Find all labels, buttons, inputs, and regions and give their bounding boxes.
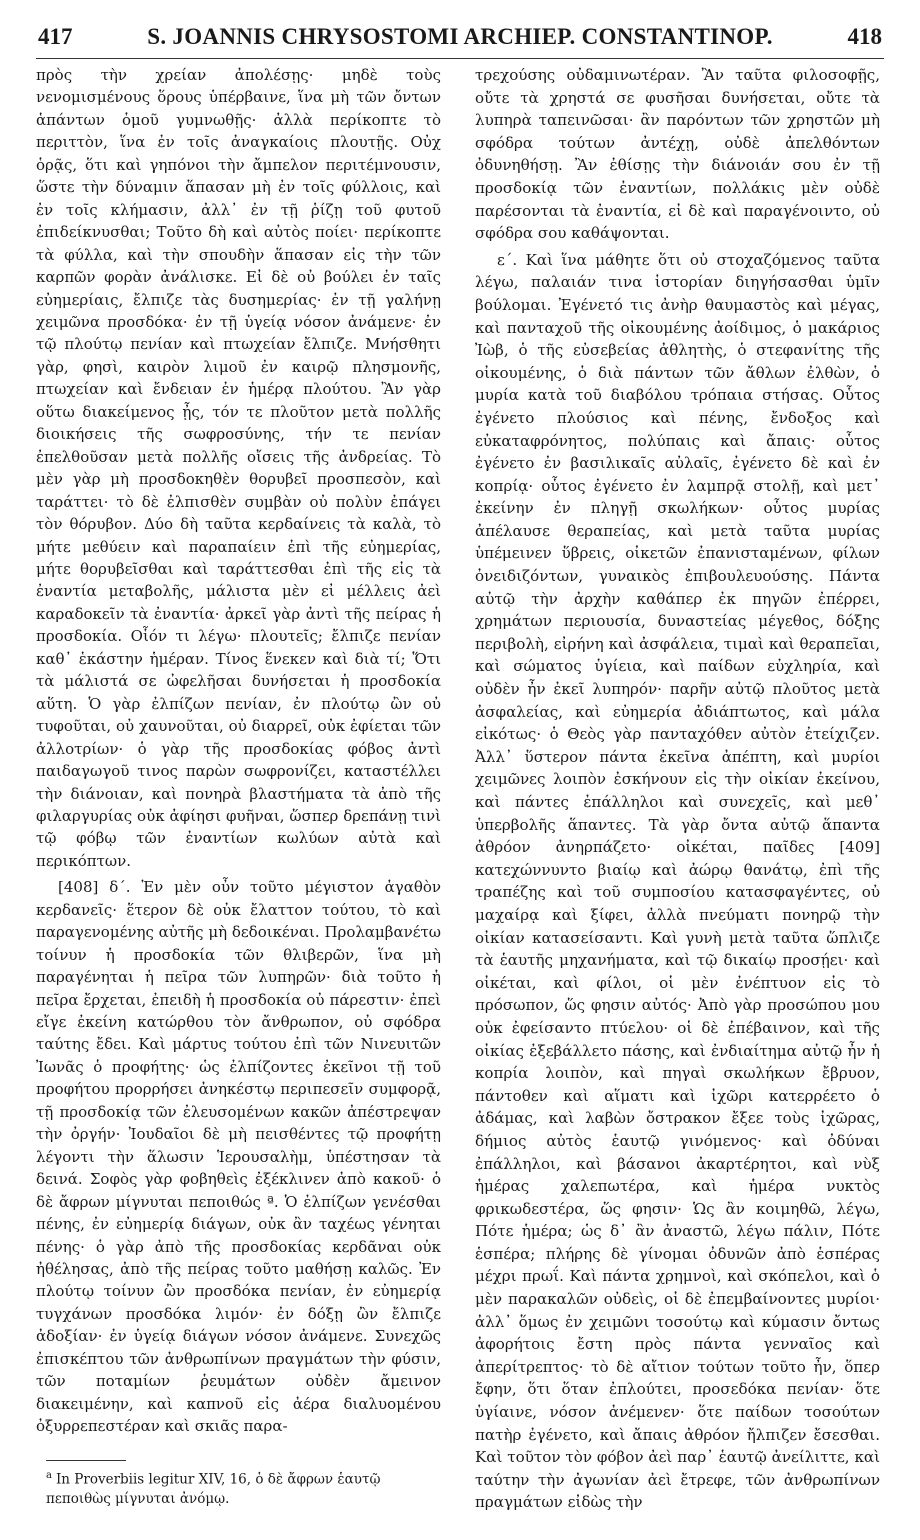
footnote-rule [46, 1460, 126, 1461]
footnote-mark: a [46, 1470, 52, 1481]
right-column [475, 64, 880, 1514]
footnote [46, 1466, 446, 1509]
left-paragraph-1: πρὸς τὴν χρείαν ἀπολέσῃς· μηδὲ τοὺς νενομισμένους ὅρους ὑπέρβαινε, ἵνα μὴ τῶν ὄντων ἁπάντων ὁμοῦ γυμνωθῇς· ἀλλὰ περίκοπτε τὸ περιττὸν, ἵνα ἐν τοῖς ἀναγκαίοις πλουτῇς. Οὐχ ὁρᾷς, ὅτι καὶ γηπόνοι τὴν ἄμπελον περιτέμνουσιν, ὥστε τὴν δύναμιν ἅπασαν μὴ ἐν τοῖς φύλλοις, καὶ ἐν τοῖς κλήμασιν, ἀλλ᾽ ἐν τῇ ῥίζῃ τοῦ φυτοῦ ἐπιδείκνυσθαι; Τοῦτο δὴ καὶ αὐτὸς ποίει· περίκοπτε τὰ φύλλα, καὶ τὴν σπουδὴν ἅπασαν εἰς τὴν τῶν καρπῶν φορὰν ἀνάλισκε. Εἰ δὲ οὐ βούλει ἐν ταῖς εὐημερίαις, ἔλπιζε τὰς δυσημερίας· ἐν τῇ γαλήνῃ χειμῶνα προσδόκα· ἐν τῇ ὑγείᾳ νόσον ἀνάμενε· ἐν τῷ πλούτῳ πενίαν καὶ πτωχείαν ἔλπιζε. Μνήσθητι γὰρ, φησὶ, καιρὸν λιμοῦ ἐν καιρῷ πλησμονῆς, πτωχείαν καὶ ἔνδειαν ἐν ἡμέρᾳ πλούτου. Ἂν γὰρ οὕτω διακείμενος ᾖς, τόν τε πλοῦτον μετὰ πολλῆς διοικήσεις τῆς σωφροσύνης, τήν τε πενίαν ἐπελθοῦσαν μετὰ πολλῆς οἴσεις τῆς ἀνδρείας. Τὸ μὲν γὰρ μὴ προσδοκηθὲν θορυβεῖ προσπεσὸν, καὶ ταράττει· τὸ δὲ ἐλπισθὲν συμβὰν οὐ πολὺν ἐπάγει τὸν θόρυβον. Δύο δὴ ταῦτα κερδαίνεις τὰ καλὰ, τὸ μήτε μεθύειν καὶ παραπαίειν ἐπὶ τῆς εὐημερίας, μήτε θορυβεῖσθαι καὶ ταράττεσθαι ἐπὶ τῆς εἰς τὰ ἐναντία μεταβολῆς, μάλιστα μὲν εἰ μέλλεις ἀεὶ καραδοκεῖν τὰ ἐναντία· ἀρκεῖ γὰρ ἀντὶ τῆς πείρας ἡ προσδοκία. Οἷόν τι λέγω· πλουτεῖς; ἔλπιζε πενίαν καθ᾽ ἑκάστην ἡμέραν. Τίνος ἕνεκεν καὶ διὰ τί; Ὅτι τὰ μάλιστά σε ὠφελῆσαι δυνήσεται ἡ προσδοκία αὕτη. Ὁ γὰρ ἐλπίζων πενίαν, ἐν πλούτῳ ὢν οὐ τυφοῦται, οὐ χαυνοῦται, οὐ διαρρεῖ, οὐκ ἐφίεται τῶν ἀλλοτρίων· ὁ γὰρ τῆς προσδοκίας φόβος ἀντὶ παιδαγωγοῦ τινος παρὼν σωφρονίζει, καταστέλλει τὴν διάνοιαν, καὶ πονηρὰ βλαστήματα τὰ ἀπὸ τῆς φιλαργυρίας οὐκ ἀφίησι φυῆναι, ὥσπερ δρεπάνῃ τινὶ τῷ φόβῳ τῶν ἐναντίων κωλύων αὐτὰ καὶ περικόπτων. [36, 66, 441, 870]
page-number-left: 417 [38, 24, 73, 49]
right-paragraph-2: ε΄. Καὶ ἵνα μάθητε ὅτι οὐ στοχαζόμενος ταῦτα λέγω, παλαιάν τινα ἱστορίαν διηγήσασθαι ὑμῖν βούλομαι. Ἐγένετό τις ἀνὴρ θαυμαστὸς καὶ μέγας, καὶ πανταχοῦ τῆς οἰκουμένης ἀοίδιμος, ὁ μακάριος Ἰὼβ, ὁ τῆς εὐσεβείας ἀθλητὴς, ὁ στεφανίτης τῆς οἰκουμένης, ὁ διὰ πάντων τῶν ἄθλων ἐλθὼν, ὁ μυρία κατὰ τοῦ διαβόλου τρόπαια στήσας. Οὗτος ἐγένετο πλούσιος καὶ πένης, ἔνδοξος καὶ εὐκαταφρόνητος, πολύπαις καὶ ἄπαις· οὗτος ἐγένετο ἐν βασιλικαῖς αὐλαῖς, ἐγένετο δὲ καὶ ἐν κοπρίᾳ· οὗτος ἐγένετο ἐν λαμπρᾷ στολῇ, καὶ μετ᾽ ἐκείνην ἐν πληγῇ σκωλήκων· οὗτος μυρίας ἀπέλαυσε θεραπείας, καὶ μετὰ ταῦτα μυρίας ὑπέμεινεν ὕβρεις, οἰκετῶν ἐπανισταμένων, φίλων ὀνειδιζόντων, γυναικὸς ἐπιβουλευούσης. Πάντα αὐτῷ τὴν ἀρχὴν καθάπερ ἐκ πηγῶν ἐπέρρει, χρημάτων περιουσία, δυναστείας μέγεθος, δόξης περιβολὴ, εἰρήνη καὶ ἀσφάλεια, τιμαὶ καὶ θεραπεῖαι, καὶ σώματος ὑγίεια, καὶ παίδων εὐχληρία, καὶ οὐδὲν ἦν ἐκεῖ λυπηρόν· παρῆν αὐτῷ πλοῦτος μετὰ ἀσφαλείας, καὶ εὐημερία ἀδιάπτωτος, καὶ μάλα εἰκότως· ὁ Θεὸς γὰρ πανταχόθεν αὐτὸν ἐτείχιζεν. Ἀλλ᾽ ὕστερον πάντα ἐκεῖνα ἀπέπτη, καὶ μυρίοι χειμῶνες λοιπὸν ἐσκήνουν εἰς τὴν οἰκίαν ἐκείνου, καὶ πάντες ἐπάλληλοι καὶ συνεχεῖς, καὶ μεθ᾽ ὑπερβολῆς ἅπαντες. Τὰ γὰρ ὄντα αὐτῷ ἅπαντα ἀθρόον ἀνηρπάζετο· οἰκέται, παῖδες [409] κατεχώννυντο βιαίῳ καὶ ἀώρῳ θανάτῳ, ἐπὶ τῆς τραπέζης καὶ τοῦ συμποσίου κατασφαγέντες, οὐ μαχαίρᾳ καὶ ξίφει, ἀλλὰ πνεύματι πονηρῷ τὴν οἰκίαν κατασείσαντι. Καὶ γυνὴ μετὰ ταῦτα ὥπλιζε τὰ ἑαυτῆς μηχανήματα, καὶ τῷ δικαίῳ προσῄει· καὶ οἰκέται, καὶ φίλοι, οἱ μὲν ἐνέπτυον εἰς τὸ πρόσωπον, ὥς φησιν αὐτός· Ἀπὸ γὰρ προσώπου μου οὐκ ἐφείσαντο πτύελου· οἱ δὲ ἐπέβαινον, καὶ τῆς οἰκίας ἐξεβάλλετο πάσης, καὶ ἐνδιαίτημα αὐτῷ ἦν ἡ κοπρία λοιπὸν, καὶ πηγαὶ σκωλήκων ἔβρυον, πάντοθεν καὶ αἵματι καὶ ἰχῶρι κατερρέετο ὁ ἀδάμας, καὶ λαβὼν ὄστρακον ἔξεε τοὺς ἰχῶρας, δήμιος αὐτὸς ἑαυτῷ γινόμενος· καὶ ὀδύναι ἐπάλληλοι, καὶ βάσανοι ἀκαρτέρητοι, καὶ νὺξ ἡμέρας χαλεπωτέρα, καὶ ἡμέρα νυκτὸς φρικωδεστέρα, ὥς φησιν· Ὡς ἂν κοιμηθῶ, λέγω, Πότε ἡμέρα; ὡς δ᾽ ἂν ἀναστῶ, λέγω πάλιν, Πότε ἑσπέρα; πλήρης δὲ γίνομαι ὀδυνῶν ἀπὸ ἑσπέρας μέχρι πρωΐ. Καὶ πάντα χρημνοὶ, καὶ σκόπελοι, καὶ ὁ μὲν παρακαλῶν οὐδεὶς, οἱ δὲ ἐπεμβαίνοντες μυρίοι· ἀλλ᾽ ὅμως ἐν χειμῶνι τοσούτῳ καὶ κύμασιν ὄντως ἀφορήτοις ἔστη πρὸς πάντα γενναῖος καὶ ἀπερίτρεπτος· τὸ δὲ αἴτιον τούτων τοῦτο ἦν, ὅπερ ἔφην, ὅτι ὅταν ἐπλούτει, προσεδόκα πενίαν· ὅτε ὑγίαινε, νόσον ἀνέμενεν· ὅτε παίδων τοσούτων πατὴρ ἐγένετο, καὶ ἄπαις ἀθρόον ἤλπιζεν ἔσεσθαι. Καὶ τοῦτον τὸν φόβον ἀεὶ παρ᾽ ἑαυτῷ ἀνείλιττε, καὶ ταύτην τὴν ἀγωνίαν ἀεὶ ἔτρεφε, τῶν ἀνθρωπίνων πραγμάτων εἰδὼς τὴν [475, 250, 880, 1512]
right-paragraph-1: τρεχούσης οὐδαμινωτέραν. Ἂν ταῦτα φιλοσοφῇς, οὔτε τὰ χρηστά σε φυσῆσαι δυνήσεται, οὔτε τὰ λυπηρὰ ταπεινῶσαι· ἂν παρόντων τῶν χρηστῶν μὴ σφόδρα τούτων ἀντέχῃ, οὐδὲ ἀπελθόντων ὀδυνηθήσῃ. Ἂν ἐθίσῃς τὴν διάνοιάν σου ἐν τῇ προσδοκίᾳ τῶν ἐναντίων, πολλάκις μὲν οὐδὲ παρέσονται τὰ ἐναντία, εἰ δὲ καὶ παραγένοιντο, οὐ σφόδρα σου καθάψονται. [475, 66, 880, 243]
footnote-text: In Proverbiis legitur XIV, 16, ὁ δὲ ἄφρων ἑαυτῷ πεποιθὼς μίγνυται ἀνόμῳ. [46, 1471, 381, 1507]
running-head [36, 18, 884, 59]
left-column [36, 64, 441, 1438]
running-title: S. JOANNIS CHRYSOSTOMI ARCHIEP. CONSTANTINOP. [147, 24, 773, 49]
left-paragraph-2: [408] δ΄. Ἐν μὲν οὖν τοῦτο μέγιστον ἀγαθὸν κερδανεῖς· ἕτερον δὲ οὐκ ἔλαττον τούτου, τὸ καὶ παραγενομένης αὐτῆς μὴ δεδοικέναι. Προλαμβανέτω τοίνυν ἡ προσδοκία τῶν θλιβερῶν, ἵνα μὴ παραγένηται ἡ πεῖρα τῶν λυπηρῶν· διὰ τοῦτο ἡ πεῖρα ἔρχεται, ἐπειδὴ ἡ προσδοκία οὐ πάρεστιν· ἐπεὶ εἴγε ἐκείνη κατώρθου τὸν ἄνθρωπον, οὐ σφόδρα ταύτης ἔδει. Καὶ μάρτυς τούτου ἐπὶ τῶν Νινευιτῶν Ἰωνᾶς ὁ προφήτης· ὡς ἐλπίζοντες ἐκεῖνοι τῇ τοῦ προφήτου προρρήσει ἀνηκέστῳ περιπεσεῖν συμφορᾷ, τῇ προσδοκίᾳ τῶν ἐλευσομένων κακῶν ἀπέστρεψαν τὴν ὀργήν· Ἰουδαῖοι δὲ μὴ πεισθέντες τῷ προφήτῃ λέγοντι τὴν ἅλωσιν Ἱερουσαλὴμ, ὑπέστησαν τὰ δεινά. Σοφὸς γὰρ φοβηθεὶς ἐξέκλινεν ἀπὸ κακοῦ· ὁ δὲ ἄφρων μίγνυται πεποιθώς ª. Ὁ ἐλπίζων γενέσθαι πένης, ἐν εὐημερίᾳ διάγων, οὐκ ἂν ταχέως γένηται πένης· ὁ γὰρ ἀπὸ τῆς προσδοκίας κερδᾶναι οὐκ ἠθέλησας, ἀπὸ τῆς πείρας τοῦτο μαθήσῃ καλῶς. Ἐν πλούτῳ τοίνυν ὢν προσδόκα πενίαν, ἐν εὐημερίᾳ τυγχάνων προσδόκα λιμόν· ἐν δόξῃ ὢν ἔλπιζε ἀδοξίαν· ἐν ὑγείᾳ διάγων νόσον ἀνάμενε. Συνεχῶς ἐπισκέπτου τῶν ἀνθρωπίνων πραγμάτων τὴν φύσιν, τῶν ποταμίων ῥευμάτων οὐδὲν ἄμεινον διακειμένην, καὶ καπνοῦ εἰς ἀέρα διαλυομένου ὀξυρρεπεστέραν καὶ σκιᾶς παρα- [36, 878, 441, 1436]
page-number-right: 418 [847, 24, 882, 49]
